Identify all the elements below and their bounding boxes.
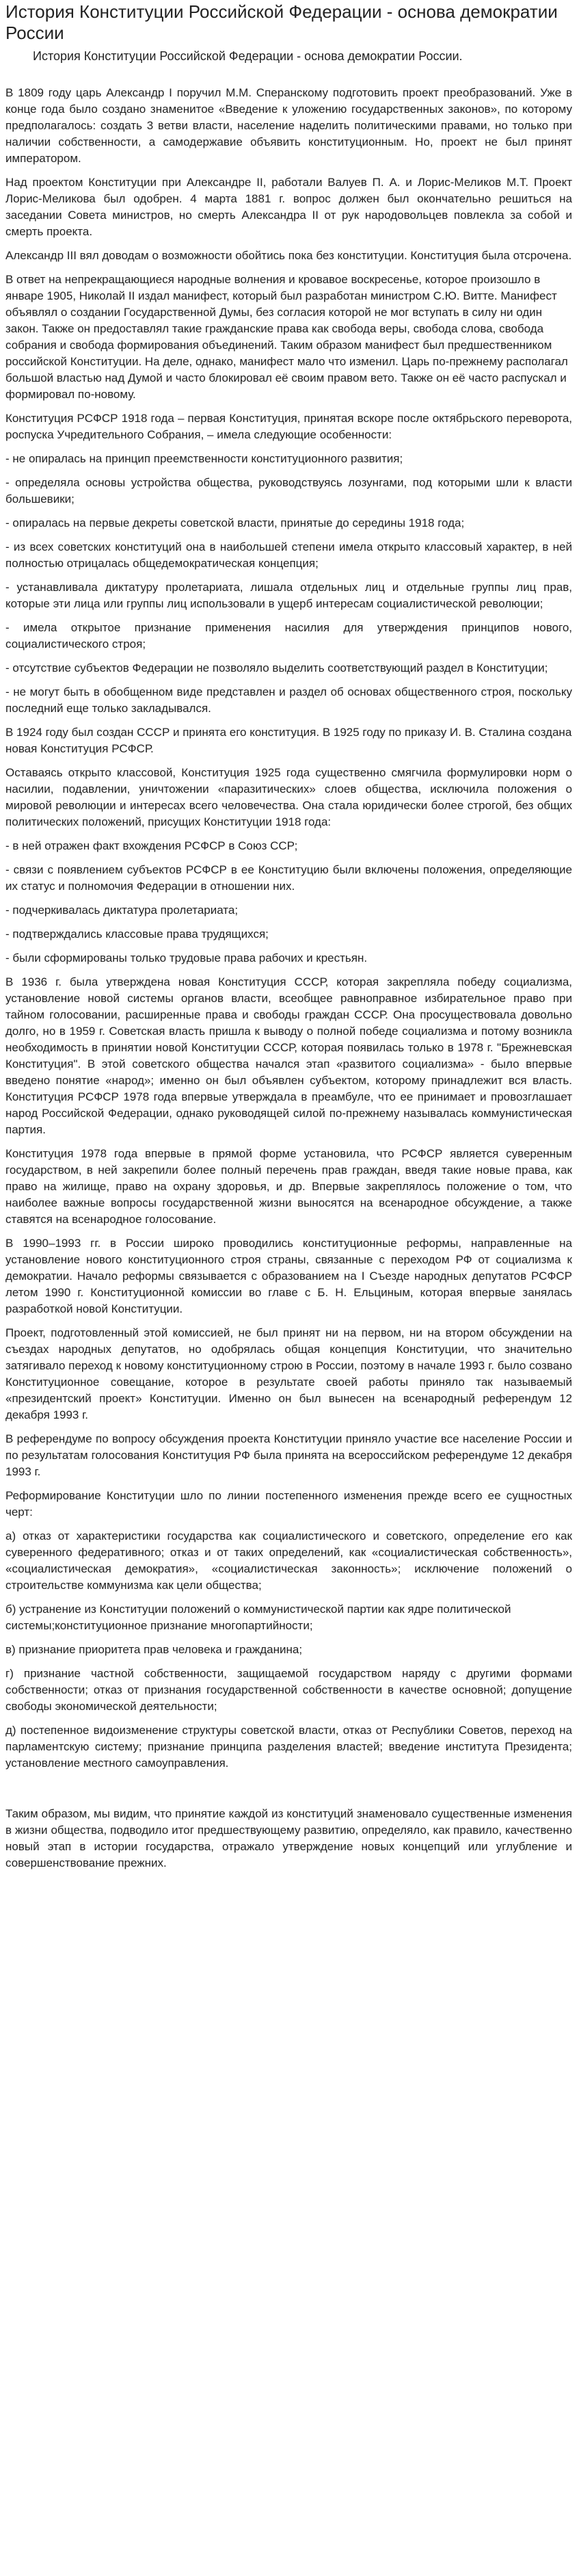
list-item-reform: б) устранение из Конституции положений о коммунистической партии как ядре политической системы;конституционное признание многопартийности;: [5, 1603, 511, 1632]
paragraph-draft-project: Проект, подготовленный этой комиссией, не был принят ни на первом, ни на втором обсуждении на съездах народных депутатов, но одобрялась общая концепция Конституции, что значительно затягивало переход к новому конституционному строю в России, поэтому в начале 1993 г. было созвано Конституционное совещание, которое в результате своей работы приняло так называемый «президентский проект» Конституции. Именно он был вынесен на всенародный референдум 12 декабря 1993 г.: [5, 1326, 572, 1421]
list-item-1918: - из всех советских конституций она в наибольшей степени имела открыто классовый характер, в ней полностью отрицалась общедемократическая концепция;: [5, 540, 572, 570]
list-item-1918: - определяла основы устройства общества, руководствуясь лозунгами, под которыми шли к власти большевики;: [5, 476, 572, 505]
paragraph-constitution-1978: Конституция 1978 года впервые в прямой форме установила, что РСФСР является суверенным государством, в ней закрепили более полный перечень прав граждан, введя такие новые права, как право на жилище, право на охрану здоровья, и др. Впервые закреплялось положение о том, что наиболее важные вопросы государственной жизни выносятся на всенародное обсуждение, а также ставятся на всенародное голосование.: [5, 1147, 572, 1226]
paragraph-loris-melikov: Над проектом Конституции при Александре II, работали Валуев П. А. и Лорис-Меликов М.Т. Проект Лорис-Меликова был одобрен. 4 марта 1881 г. вопрос должен был окончательно решиться на заседании Совета министров, но смерть Александра II от рук народовольцев повлекла за собой и смерть проекта.: [5, 176, 572, 238]
paragraph-reform-features: Реформирование Конституции шло по линии постепенного изменения прежде всего ее сущностных черт:: [5, 1489, 572, 1519]
paragraph-referendum: В референдуме по вопросу обсуждения проекта Конституции приняло участие все население России и по результатам голосования Конституция РФ была принята на всероссийском референдуме 12 декабря 1993 г.: [5, 1432, 572, 1478]
paragraph-constitution-1925: Оставаясь открыто классовой, Конституция 1925 года существенно смягчила формулировки норм о насилии, подавлении, уничтожении «паразитических» слоев общества, исключила положения о мировой революции и интересах всего человечества. Она стала юридически более строгой, без общих политических положений, присущих Конституции 1918 года:: [5, 766, 572, 828]
list-item-1918: - имела открытое признание применения насилия для утверждения принципов нового, социалистического строя;: [5, 621, 572, 650]
paragraph-reforms-1990-1993: В 1990–1993 гг. в России широко проводились конституционные реформы, направленные на установление нового конституционного строя страны, связанные с переходом РФ от социализма к демократии. Начало реформы связывается с образованием на I Съезде народных депутатов РСФСР летом 1990 г. Конституционной комиссии во главе с Б. Н. Ельциным, которая впервые занялась разработкой новой Конституции.: [5, 1237, 572, 1315]
list-item-1925: - подчеркивалась диктатура пролетариата;: [5, 904, 239, 917]
list-item-reform: в) признание приоритета прав человека и гражданина;: [5, 1643, 303, 1656]
paragraph-constitution-1936-1978: В 1936 г. была утверждена новая Конституция СССР, которая закрепляла победу социализма, установление новой системы органов власти, всеобщее равноправное избирательное право при тайном голосовании, расширенные права и свободы граждан СССР. Она просуществовала довольно долго, но в 1959 г. Советская власть пришла к выводу о полной победе социализма и потому возникла необходимость в принятии новой Конституции СССР, которая появилась только в 1978 г. "Брежневская Конституция". В этой советского общества начался этап «развитого социализма» - было впервые введено понятие «народ»; именно он был объявлен субъектом, которому принадлежит вся власть. Конституция РСФСР 1978 года впервые утверждала в преамбуле, что ее принимает и провозглашает народ Российской Федерации, однако руководящей силой по-прежнему называлась коммунистическая партия.: [5, 975, 572, 1136]
list-item-1925: - подтверждались классовые права трудящихся;: [5, 928, 269, 941]
article-body: [5, 85, 572, 1871]
paragraph-speransky: В 1809 году царь Александр I поручил М.М. Сперанскому подготовить проект преобразований. Уже в конце года было создано знаменитое «Введение к уложению государственных законов», по которому предполагалось: создать 3 ветви власти, население наделить политическими правами, но только при наличии собственности, а самодержавие объявить конституционным. Но, проект не был принят императором.: [5, 86, 572, 165]
list-item-1918: - отсутствие субъектов Федерации не позволяло выделить соответствующий раздел в Конституции;: [5, 661, 548, 674]
list-item-reform: а) отказ от характеристики государства как социалистического и советского, определение его как суверенного федеративного; отказ и от таких определений, как «социалистическая собственность», «социалистическая демократия», «социалистическая законность»; исключение положений о строительстве коммунизма как цели общества;: [5, 1529, 572, 1592]
list-item-1918: - опиралась на первые декреты советской власти, принятые до середины 1918 года;: [5, 516, 465, 529]
list-item-1925: - связи с появлением субъектов РСФСР в ее Конституцию были включены положения, определяющие их статус и полномочия Федерации в отношении них.: [5, 863, 572, 893]
list-item-1918: - не опиралась на принцип преемственности конституционного развития;: [5, 452, 403, 465]
page-title: История Конституции Российской Федерации - основа демократии России: [5, 1, 558, 43]
list-item-1918: - не могут быть в обобщенном виде представлен и раздел об основах общественного строя, поскольку последний еще только закладывался.: [5, 685, 572, 715]
paragraph-manifest-1905: В ответ на непрекращающиеся народные волнения и кровавое воскресенье, которое произошло в январе 1905, Николай II издал манифест, который был разработан министром С.Ю. Витте. Манифест объявлял о создании Государственной Думы, без согласия которой не мог вступать в силу ни один закон. Также он предоставлял такие гражданские права как свобода веры, свобода слова, свобода собрания и свобода формирования объединений. Таким образом манифест был предшественником российской Конституции. На деле, однако, манифест мало что изменил. Царь по-прежнему располагал большой властью над Думой и часто блокировал её своим правом вето. Также он её часто распускал и формировал по-новому.: [5, 273, 568, 401]
list-item-1925: - в ней отражен факт вхождения РСФСР в Союз ССР;: [5, 839, 298, 852]
paragraph-conclusion: Таким образом, мы видим, что принятие каждой из конституций знаменовало существенные изменения в жизни общества, подводило итог предшествующему развитию, определяло, как правило, качественно новый этап в истории государства, отражало утверждение новых концепций или углубление и совершенствование прежних.: [5, 1807, 572, 1869]
paragraph-ussr-1924: В 1924 году был создан СССР и принята его конституция. В 1925 году по приказу И. В. Сталина создана новая Конституция РСФСР.: [5, 726, 572, 755]
list-item-1925: - были сформированы только трудовые права рабочих и крестьян.: [5, 951, 368, 964]
paragraph-constitution-1918-intro: Конституция РСФСР 1918 года – первая Конституция, принятая вскоре после октябрьского переворота, роспуска Учредительного Собрания, – имела следующие особенности:: [5, 412, 572, 441]
list-item-reform: г) признание частной собственности, защищаемой государством наряду с другими формами собственности; отказ от признания государственной собственности в качестве основной; допущение свободы экономической деятельности;: [5, 1667, 572, 1713]
list-item-1918: - устанавливала диктатуру пролетариата, лишала отдельных лиц и отдельные группы лиц прав, которые эти лица или группы лиц использовали в ущерб интересам социалистической революции;: [5, 581, 572, 610]
document-subtitle: История Конституции Российской Федерации - основа демократии России.: [33, 49, 463, 63]
list-item-reform: д) постепенное видоизменение структуры советской власти, отказ от Республики Советов, переход на парламентскую систему; признание принципа разделения властей; введение института Президента; установление местного самоуправления.: [5, 1724, 572, 1770]
paragraph-alexander-iii: Александр III вял доводам о возможности обойтись пока без конституции. Конституция была отсрочена.: [5, 249, 572, 262]
